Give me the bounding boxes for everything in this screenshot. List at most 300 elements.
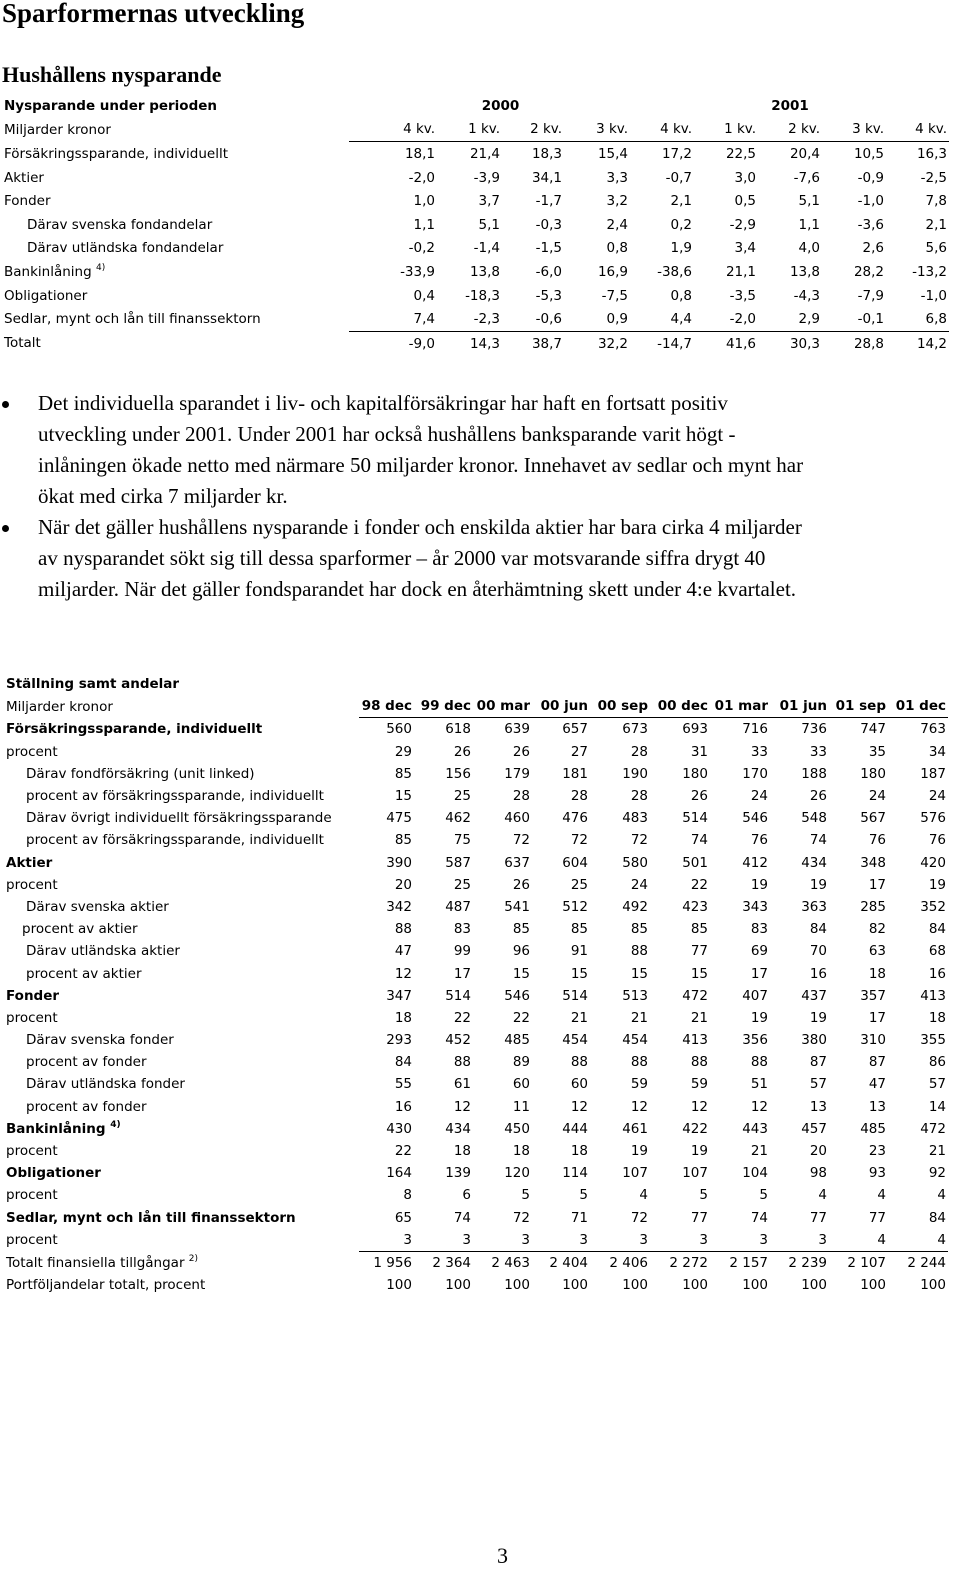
table2-cell: 26 xyxy=(512,876,530,893)
table2-cell: 14 xyxy=(928,1098,946,1115)
table2-cell: 75 xyxy=(453,832,471,849)
table2-cell: 576 xyxy=(920,810,946,827)
table2-cell: 83 xyxy=(750,921,768,938)
table2-cell: 6 xyxy=(462,1187,471,1204)
table2-cell: 180 xyxy=(682,765,708,782)
table2-cell: 17 xyxy=(868,1009,886,1026)
table2-cell: 380 xyxy=(801,1032,827,1049)
table1-cell: -2,5 xyxy=(920,169,948,186)
table2-cell: 55 xyxy=(394,1076,412,1093)
section-title: Hushållens nysparande xyxy=(2,62,222,87)
table2-cell: 4 xyxy=(888,1229,948,1252)
table2-cell: 462 xyxy=(445,810,471,827)
table2-cell: 13 xyxy=(868,1098,886,1115)
table2-cell: 190 xyxy=(622,765,648,782)
table2-cell: 156 xyxy=(445,765,471,782)
table2-row-label xyxy=(6,1251,359,1274)
table2-cell: 2 272 xyxy=(669,1254,708,1271)
table2-row-label xyxy=(6,918,359,940)
table2-cell: 12 xyxy=(570,1098,588,1115)
table2-row-label xyxy=(6,1096,359,1118)
table1-cell: 18,3 xyxy=(531,145,563,162)
row-label-text: procent av fonder xyxy=(26,1054,147,1071)
table2-cell: 85 xyxy=(690,921,708,938)
table2-cell: 475 xyxy=(386,810,412,827)
table2-cell: 96 xyxy=(512,943,530,960)
table2-cell: 28 xyxy=(570,788,588,805)
table2-cell: 452 xyxy=(445,1032,471,1049)
table2-cell: 60 xyxy=(570,1076,588,1093)
table1-cell: -5,3 xyxy=(535,287,563,304)
table2-row-label xyxy=(6,1229,359,1252)
table2-cell: 100 xyxy=(622,1277,648,1294)
table2-cell: 3 xyxy=(590,1229,650,1252)
table2-cell: 91 xyxy=(570,943,588,960)
table2-cell: 2 463 xyxy=(491,1254,530,1271)
bullet-dot-icon xyxy=(2,525,9,532)
table2-cell: 99 xyxy=(453,943,471,960)
table1-cell: 17,2 xyxy=(661,145,693,162)
table2-cell: 693 xyxy=(682,721,708,738)
table1-col-header: 3 kv. xyxy=(822,118,886,142)
table2-cell: 412 xyxy=(742,854,768,871)
table2-cell: 74 xyxy=(809,832,827,849)
table1-cell: -18,3 xyxy=(465,287,500,304)
table1-cell: 2,1 xyxy=(670,193,693,210)
table2-cell: 352 xyxy=(920,898,946,915)
table2-cell: 18 xyxy=(868,965,886,982)
table1-cell: 0,2 xyxy=(670,216,693,233)
table2-col-header: 00 dec xyxy=(650,695,710,718)
holdings-table xyxy=(6,673,948,1296)
table2-row xyxy=(6,1096,948,1118)
table2-cell: 88 xyxy=(690,1054,708,1071)
table2-cell: 17 xyxy=(868,876,886,893)
table2-cell: 100 xyxy=(386,1277,412,1294)
table2-row-label xyxy=(6,1207,359,1229)
table1-cell: 14,3 xyxy=(469,335,500,352)
table1-cell: 0,5 xyxy=(734,193,757,210)
table2-cell: 21 xyxy=(750,1143,768,1160)
table2-cell: 413 xyxy=(920,987,946,1004)
table2-cell: 100 xyxy=(920,1277,946,1294)
table2-cell: 18 xyxy=(570,1143,588,1160)
table2-cell: 450 xyxy=(504,1120,530,1137)
table2-cell: 84 xyxy=(928,1209,946,1226)
table2-row-label xyxy=(6,785,359,807)
table2-cell: 63 xyxy=(868,943,886,960)
table2-cell: 74 xyxy=(690,832,708,849)
table1-cell: 2,1 xyxy=(925,216,948,233)
table1-cell: -0,2 xyxy=(408,240,435,257)
table2-cell: 100 xyxy=(801,1277,827,1294)
table2-cell: 35 xyxy=(868,743,886,760)
table1-cell: 1,1 xyxy=(798,216,821,233)
table2-row-label xyxy=(6,1051,359,1073)
table2-cell: 413 xyxy=(682,1032,708,1049)
table2-cell: 512 xyxy=(562,898,588,915)
table1-cell: -2,3 xyxy=(437,307,502,331)
table2-cell: 15 xyxy=(630,965,648,982)
table2-cell: 3 xyxy=(710,1229,770,1252)
table2-cell: 16 xyxy=(809,965,827,982)
table2-row-label xyxy=(6,1007,359,1029)
row-label-text: Totalt finansiella tillgångar xyxy=(6,1254,185,1271)
table2-row-label xyxy=(6,741,359,763)
table2-cell: 72 xyxy=(630,1209,648,1226)
row-label-text: Försäkringssparande, individuellt xyxy=(6,721,263,738)
table2-cell: 88 xyxy=(570,1054,588,1071)
table2-cell: 74 xyxy=(750,1209,768,1226)
table1-cell: -3,9 xyxy=(473,169,500,186)
table2-cell: 18 xyxy=(928,1009,946,1026)
table2-cell: 27 xyxy=(570,743,588,760)
table2-row xyxy=(6,918,948,940)
table2-cell: 72 xyxy=(512,1209,530,1226)
table2-cell: 580 xyxy=(622,854,648,871)
table2-cell: 348 xyxy=(860,854,886,871)
table2-cell: 357 xyxy=(860,987,886,1004)
bullet-text: När det gäller hushållens nysparande i fonder och enskilda aktier har bara cirka 4 miljarder av nysparandet sökt sig till dessa sparformer – år 2000 var motsvarande siffra drygt 40 miljarder. När det gäller fondsparandet har dock en återhämtning skett under 4:e kvartalet. xyxy=(38,515,802,601)
table2-row xyxy=(6,1274,948,1296)
table2-cell: 736 xyxy=(801,721,827,738)
table2-cell: 29 xyxy=(394,743,412,760)
table2-cell: 12 xyxy=(690,1098,708,1115)
table1-cell: -0,7 xyxy=(665,169,693,186)
page-title: Sparformernas utveckling xyxy=(2,0,305,28)
table2-cell: 70 xyxy=(809,943,827,960)
table2-cell: 454 xyxy=(622,1032,648,1049)
table1-cell: 5,6 xyxy=(925,240,948,257)
table1-row xyxy=(4,307,949,331)
table1-cell: -7,5 xyxy=(601,287,629,304)
table2-cell: 15 xyxy=(570,965,588,982)
table1-cell: -2,9 xyxy=(729,216,757,233)
table2-row xyxy=(6,763,948,785)
table2-row xyxy=(6,718,948,741)
table2-cell: 407 xyxy=(742,987,768,1004)
table1-cell: 0,9 xyxy=(564,307,630,331)
table2-cell: 5 xyxy=(579,1187,588,1204)
table2-cell: 15 xyxy=(512,965,530,982)
row-label-text: procent av försäkringssparande, individuellt xyxy=(26,832,324,849)
table1-cell: -3,5 xyxy=(729,287,757,304)
table2-cell: 476 xyxy=(562,810,588,827)
table2-cell: 72 xyxy=(630,832,648,849)
table1-row-label xyxy=(4,331,349,355)
table2-row-label xyxy=(6,985,359,1007)
table2-cell: 2 244 xyxy=(907,1254,946,1271)
row-label-text: procent xyxy=(6,1009,58,1026)
table1-cell: 20,4 xyxy=(789,145,821,162)
table2-cell: 21 xyxy=(690,1009,708,1026)
table2-cell: 485 xyxy=(860,1120,886,1137)
table1-cell: -7,6 xyxy=(793,169,821,186)
table2-cell: 4 xyxy=(818,1187,827,1204)
table1-col-header: 4 kv. xyxy=(630,118,694,142)
table1-cell: 5,1 xyxy=(478,216,500,233)
table2-cell: 4 xyxy=(877,1187,886,1204)
page-number: 3 xyxy=(497,1543,508,1568)
table2-cell: 69 xyxy=(750,943,768,960)
table2-cell: 13 xyxy=(809,1098,827,1115)
table2-row xyxy=(6,1162,948,1184)
row-label-text: Totalt xyxy=(4,335,41,352)
table1-cell: 1,0 xyxy=(413,193,435,210)
table1-row xyxy=(4,237,949,261)
table2-cell: 18 xyxy=(512,1143,530,1160)
table2-cell: 3 xyxy=(414,1229,473,1252)
row-label-text: Bankinlåning xyxy=(6,1120,106,1137)
table2-cell: 100 xyxy=(562,1277,588,1294)
table2-cell: 22 xyxy=(394,1143,412,1160)
table1-row xyxy=(4,331,949,355)
table2-row xyxy=(6,807,948,829)
table2-cell: 3 xyxy=(532,1229,590,1252)
row-label-text: Därav utländska fonder xyxy=(26,1076,185,1093)
table2-cell: 187 xyxy=(920,765,946,782)
table2-row-label xyxy=(6,962,359,984)
table2-cell: 293 xyxy=(386,1032,412,1049)
table2-cell: 84 xyxy=(394,1054,412,1071)
table2-cell: 763 xyxy=(920,721,946,738)
table2-row xyxy=(6,852,948,874)
table2-cell: 587 xyxy=(445,854,471,871)
table2-cell: 747 xyxy=(860,721,886,738)
table2-row xyxy=(6,741,948,763)
table2-cell: 24 xyxy=(750,788,768,805)
table2-cell: 457 xyxy=(801,1120,827,1137)
table2-cell: 444 xyxy=(562,1120,588,1137)
table2-cell: 24 xyxy=(630,876,648,893)
row-label-text: Därav utländska fondandelar xyxy=(27,240,224,257)
table1-cell: -1,5 xyxy=(535,240,563,257)
table2-cell: 77 xyxy=(868,1209,886,1226)
table2-cell: 390 xyxy=(386,854,412,871)
row-label-text: Försäkringssparande, individuellt xyxy=(4,145,228,162)
table1-cell: -0,9 xyxy=(857,169,885,186)
row-label-text: Fonder xyxy=(6,987,60,1004)
table2-cell: 422 xyxy=(682,1120,708,1137)
table2-cell: 107 xyxy=(622,1165,648,1182)
table2-row xyxy=(6,1207,948,1229)
table1-cell: 30,3 xyxy=(789,335,821,352)
table2-cell: 25 xyxy=(570,876,588,893)
table2-col-header: 01 dec xyxy=(888,695,948,718)
bullet-text: Det individuella sparandet i liv- och kapitalförsäkringar har haft en fortsatt positiv utveckling under 2001. Under 2001 har också hushållens banksparande varit högt - inlåningen ökade netto med närmare 50 miljarder kronor. Innehavet av sedlar och mynt har ökat med cirka 7 miljarder kr. xyxy=(38,391,804,508)
table2-cell: 8 xyxy=(403,1187,412,1204)
table1-cell: -33,9 xyxy=(400,263,435,280)
table1-cell: 13,8 xyxy=(469,263,500,280)
table2-cell: 15 xyxy=(394,788,412,805)
table1-cell: -14,7 xyxy=(657,335,693,352)
table2-cell: 454 xyxy=(562,1032,588,1049)
row-label-text: procent av aktier xyxy=(26,965,142,982)
table1-row-label xyxy=(4,142,349,166)
table2-row-label xyxy=(6,1274,359,1296)
bullet-dot-icon xyxy=(2,401,9,408)
table1-cell: 3,0 xyxy=(734,169,757,186)
table2-row-label xyxy=(6,1118,359,1140)
row-label-text: Därav svenska aktier xyxy=(26,898,169,915)
table1-cell: 2,4 xyxy=(606,216,629,233)
table2-cell: 181 xyxy=(562,765,588,782)
table2-row xyxy=(6,874,948,896)
table2-cell: 98 xyxy=(809,1165,827,1182)
footnote-marker: 4) xyxy=(110,1119,121,1130)
table2-cell: 180 xyxy=(860,765,886,782)
table1-cell: 4,4 xyxy=(630,307,694,331)
table2-cell: 76 xyxy=(868,832,886,849)
table1-cell: 5,1 xyxy=(798,193,821,210)
table2-cell: 355 xyxy=(920,1032,946,1049)
table2-cell: 85 xyxy=(570,921,588,938)
table2-cell: 1 956 xyxy=(373,1254,412,1271)
table2-cell: 100 xyxy=(742,1277,768,1294)
table1-cell: -1,0 xyxy=(857,193,885,210)
bullet-item xyxy=(0,388,818,512)
table2-cell: 18 xyxy=(453,1143,471,1160)
table2-cell: 76 xyxy=(928,832,946,849)
table2-cell: 460 xyxy=(504,810,530,827)
table2-row xyxy=(6,1251,948,1274)
table2-cell: 59 xyxy=(690,1076,708,1093)
table1-row xyxy=(4,166,949,190)
table2-row xyxy=(6,985,948,1007)
table2-cell: 310 xyxy=(860,1032,886,1049)
table2-row-label xyxy=(6,1140,359,1162)
table1-col-header: 4 kv. xyxy=(886,118,949,142)
table2-cell: 11 xyxy=(512,1098,530,1115)
table2-cell: 87 xyxy=(868,1054,886,1071)
table2-cell: 342 xyxy=(386,898,412,915)
table1-cell: -3,6 xyxy=(857,216,885,233)
table2-cell: 472 xyxy=(682,987,708,1004)
table2-cell: 88 xyxy=(453,1054,471,1071)
table2-cell: 65 xyxy=(394,1209,412,1226)
table2-cell: 84 xyxy=(928,921,946,938)
table2-row-label xyxy=(6,829,359,851)
table2-cell: 61 xyxy=(453,1076,471,1093)
row-label-text: Portföljandelar totalt, procent xyxy=(6,1277,206,1294)
table2-cell: 483 xyxy=(622,810,648,827)
table1-row-label xyxy=(4,189,349,213)
table1-cell: 41,6 xyxy=(725,335,757,352)
table2-caption: Ställning samt andelar xyxy=(6,676,180,693)
table2-cell: 26 xyxy=(809,788,827,805)
table1-cell: -0,3 xyxy=(535,216,563,233)
table1-row-label xyxy=(4,237,349,261)
table1-cell: 22,5 xyxy=(725,145,757,162)
table2-cell: 514 xyxy=(562,987,588,1004)
table2-cell: 560 xyxy=(386,721,412,738)
table2-cell: 657 xyxy=(562,721,588,738)
table1-cell: 7,4 xyxy=(349,307,437,331)
table2-col-header: 01 sep xyxy=(829,695,888,718)
table2-cell: 423 xyxy=(682,898,708,915)
table1-cell: 16,3 xyxy=(916,145,948,162)
table2-cell: 5 xyxy=(759,1187,768,1204)
row-label-text: Aktier xyxy=(4,169,44,186)
table2-cell: 487 xyxy=(445,898,471,915)
table2-cell: 546 xyxy=(742,810,768,827)
table2-cell: 100 xyxy=(860,1277,886,1294)
table2-row xyxy=(6,1118,948,1140)
table1-row xyxy=(4,260,949,284)
table2-row xyxy=(6,1184,948,1206)
table1-row xyxy=(4,189,949,213)
table2-cell: 420 xyxy=(920,854,946,871)
table2-cell: 76 xyxy=(750,832,768,849)
footnote-marker: 2) xyxy=(188,1253,199,1264)
table2-cell: 17 xyxy=(750,965,768,982)
table2-cell: 604 xyxy=(562,854,588,871)
table1-cell: 2,9 xyxy=(758,307,822,331)
savings-flow-table xyxy=(4,94,949,356)
table1-cell: 38,7 xyxy=(531,335,563,352)
table2-cell: 31 xyxy=(690,743,708,760)
row-label-text: procent xyxy=(6,1187,58,1204)
table1-row-label xyxy=(4,284,349,308)
table1-cell: 3,3 xyxy=(606,169,629,186)
table2-cell: 434 xyxy=(801,854,827,871)
table2-cell: 139 xyxy=(445,1165,471,1182)
table2-row xyxy=(6,896,948,918)
table2-cell: 541 xyxy=(504,898,530,915)
table2-cell: 4 xyxy=(937,1187,946,1204)
table1-cell: -1,7 xyxy=(535,193,563,210)
table2-cell: 3 xyxy=(650,1229,710,1252)
table2-cell: 24 xyxy=(928,788,946,805)
table2-cell: 19 xyxy=(809,1009,827,1026)
year-2000-label: 2000 xyxy=(481,97,520,114)
table2-cell: 114 xyxy=(562,1165,588,1182)
table2-row-label xyxy=(6,718,359,741)
table2-cell: 57 xyxy=(809,1076,827,1093)
table1-cell: -38,6 xyxy=(657,263,693,280)
table2-cell: 501 xyxy=(682,854,708,871)
row-label-text: Fonder xyxy=(4,193,51,210)
table2-cell: 47 xyxy=(394,943,412,960)
table2-cell: 513 xyxy=(622,987,648,1004)
row-label-text: Obligationer xyxy=(6,1165,101,1182)
table1-cell: -2,0 xyxy=(408,169,435,186)
table1-cell: -1,0 xyxy=(920,287,948,304)
table2-cell: 5 xyxy=(521,1187,530,1204)
table1-row xyxy=(4,142,949,166)
table2-row-label xyxy=(6,763,359,785)
table2-cell: 637 xyxy=(504,854,530,871)
table2-col-header: 99 dec xyxy=(414,695,473,718)
table2-cell: 20 xyxy=(809,1143,827,1160)
table2-cell: 28 xyxy=(630,788,648,805)
table1-cell: -2,0 xyxy=(694,307,758,331)
table2-cell: 100 xyxy=(504,1277,530,1294)
table2-cell: 12 xyxy=(453,1098,471,1115)
table1-cell: -7,9 xyxy=(857,287,885,304)
table2-cell: 22 xyxy=(690,876,708,893)
row-label-text: procent xyxy=(6,743,58,760)
table2-col-header: 00 sep xyxy=(590,695,650,718)
table1-cell: 3,4 xyxy=(734,240,757,257)
table2-cell: 2 239 xyxy=(788,1254,827,1271)
table2-cell: 68 xyxy=(928,943,946,960)
table1-col-header: 3 kv. xyxy=(564,118,630,142)
table2-row xyxy=(6,829,948,851)
table1-cell: -13,2 xyxy=(912,263,948,280)
table2-row xyxy=(6,1007,948,1029)
table1-row xyxy=(4,213,949,237)
